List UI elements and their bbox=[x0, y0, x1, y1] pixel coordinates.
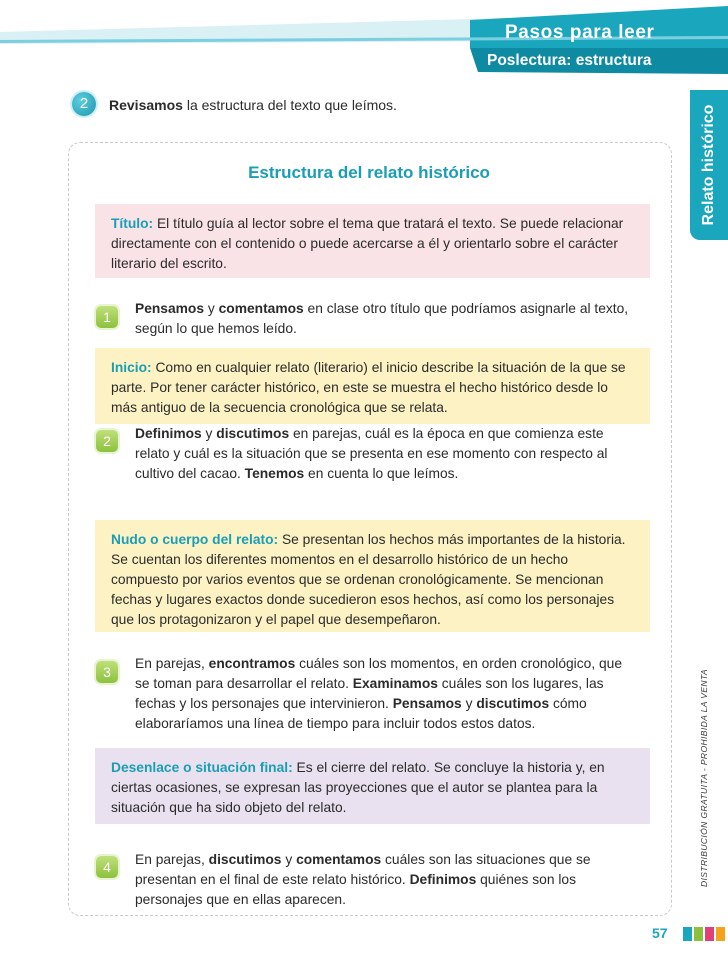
section-title: Estructura del relato histórico bbox=[248, 163, 490, 182]
activity-text: quiénes son los personajes que en ellas aparecen. bbox=[135, 872, 576, 907]
activity-text: en clase otro título que podríamos asignarle al texto, según lo que hemos leído. bbox=[135, 301, 629, 336]
box-nudo bbox=[95, 520, 650, 632]
activity-number-3: 3 bbox=[96, 661, 118, 683]
activity-verb: Pensamos bbox=[392, 696, 462, 711]
footer-swatch bbox=[683, 927, 692, 941]
activity-text: en cuenta lo que leímos. bbox=[304, 466, 459, 481]
activity-text: y bbox=[461, 696, 477, 711]
activity-number-1: 1 bbox=[96, 306, 118, 328]
box-inicio bbox=[95, 348, 650, 424]
activity-1 bbox=[135, 299, 640, 339]
activity-2 bbox=[135, 424, 640, 484]
activity-text: y bbox=[201, 426, 217, 441]
sidebar-label: Relato histórico bbox=[700, 104, 717, 226]
box-text: Como en cualquier relato (literario) el inicio describe la situación de la que se parte. Por tener carácter histórico, en este se muestra el hecho histórico desde lo más antiguo de la secuencia cronológica que se relata. bbox=[111, 360, 626, 415]
activity-3 bbox=[135, 654, 640, 734]
box-label: Título: bbox=[111, 216, 154, 231]
activity-text: y bbox=[281, 852, 297, 867]
activity-text: y bbox=[204, 301, 219, 316]
activity-number-2: 2 bbox=[96, 430, 118, 452]
activity-text: cuáles son los momentos, en orden cronológico, que se toman para desarrollar el relato. bbox=[135, 656, 623, 691]
instruction-number: 2 bbox=[72, 92, 96, 116]
activity-verb: comentamos bbox=[218, 301, 304, 316]
box-desenlace bbox=[95, 748, 650, 824]
activity-text: en parejas, cuál es la época en que comienza este relato y cuál es la situación que se presenta en ese momento con respecto al cultivo del cacao. bbox=[135, 426, 608, 481]
footer-swatch bbox=[716, 927, 725, 941]
instruction-text bbox=[109, 97, 397, 113]
activity-4 bbox=[135, 850, 640, 910]
activity-text: cuáles son las situaciones que se presentan en el final de este relato histórico. bbox=[135, 852, 591, 887]
box-label: Inicio: bbox=[111, 360, 152, 375]
activity-text: En parejas, bbox=[135, 852, 209, 867]
instruction-verb: Revisamos bbox=[109, 97, 183, 113]
activity-verb: Definimos bbox=[135, 426, 202, 441]
header-title: Pasos para leer bbox=[505, 22, 655, 43]
activity-verb: Examinamos bbox=[352, 676, 438, 691]
box-label: Desenlace o situación final: bbox=[111, 760, 293, 775]
activity-verb: Definimos bbox=[409, 872, 477, 887]
page-number: 57 bbox=[652, 925, 668, 941]
activity-text: cómo elaboraríamos una línea de tiempo para incluir todos estos datos. bbox=[135, 696, 587, 731]
activity-verb: discutimos bbox=[208, 852, 282, 867]
header-band bbox=[0, 0, 728, 84]
activity-number-4: 4 bbox=[96, 856, 118, 878]
box-text: El título guía al lector sobre el tema que tratará el texto. Se puede relacionar directamente con el contenido o puede acercarse a él y orientarlo sobre el carácter literario del escrito. bbox=[111, 216, 624, 271]
instruction-rest: la estructura del texto que leímos. bbox=[182, 97, 397, 113]
activity-verb: discutimos bbox=[476, 696, 550, 711]
box-text: Se presentan los hechos más importantes de la historia. Se cuentan los diferentes momentos en el desarrollo histórico de un hecho compuesto por varios eventos que se ordenan cronológicamente. Se mencionan fechas y lugares exactos donde sucedieron esos hechos, así como los personajes que los protagonizaron y el papel que desempeñaron. bbox=[111, 532, 626, 627]
box-titulo bbox=[95, 204, 650, 278]
footer-swatch bbox=[694, 927, 703, 941]
activity-verb: Pensamos bbox=[135, 301, 205, 316]
legal-notice: DISTRIBUCIÓN GRATUITA - PROHIBIDA LA VENTA bbox=[699, 669, 709, 887]
footer-swatch bbox=[705, 927, 714, 941]
activity-verb: discutimos bbox=[216, 426, 290, 441]
activity-text: En parejas, bbox=[135, 656, 209, 671]
box-text: Es el cierre del relato. Se concluye la historia y, en ciertas ocasiones, se expresan las proyecciones que el autor se plantea para la situación que ha sido objeto del relato. bbox=[111, 760, 605, 815]
activity-text: cuáles son los lugares, las fechas y los personajes que intervinieron. bbox=[135, 676, 604, 711]
box-label: Nudo o cuerpo del relato: bbox=[111, 532, 279, 547]
activity-verb: Tenemos bbox=[244, 466, 305, 481]
activity-verb: comentamos bbox=[296, 852, 382, 867]
activity-verb: encontramos bbox=[208, 656, 296, 671]
header-subtitle: Poslectura: estructura bbox=[487, 52, 652, 69]
